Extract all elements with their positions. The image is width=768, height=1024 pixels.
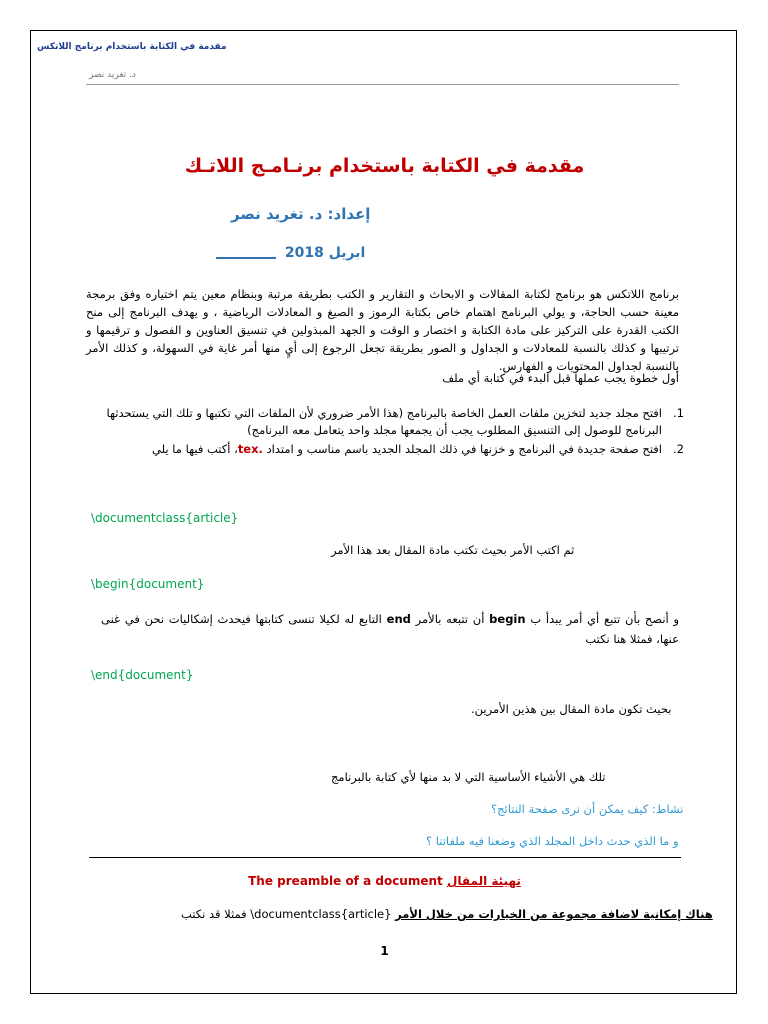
advice-text-1: و أنصح بأن تتبع أي أمر يبدأ ب bbox=[530, 612, 680, 626]
first-step-heading: أول خطوة يجب عملها قبل البدء في كتابة أي ملف bbox=[442, 371, 679, 385]
list-item-text: افتح صفحة جديدة في البرنامج و خزنها في ذلك المجلد الجديد باسم مناسب و امتداد bbox=[266, 442, 662, 456]
keyword-end: end bbox=[386, 612, 411, 626]
list-item-text: افتح مجلد جديد لتخزين ملفات العمل الخاصة بالبرنامج (هذا الأمر ضروري لأن الملفات التي تكتبها و تلك التي يستحدثها البرنامج للوصول إلى التنسيق المطلوب يجب أن يجمعها مجلد واحد يتعامل معه البرنامج) bbox=[106, 406, 662, 437]
options-command: \documentclass{article} bbox=[250, 907, 392, 921]
document-title: مقدمة في الكتابة باستخدام برنـامـج اللاتـك bbox=[184, 155, 585, 177]
date-line bbox=[216, 245, 365, 261]
options-line bbox=[181, 907, 713, 921]
preamble-english: The preamble of a document bbox=[248, 874, 443, 888]
steps-list bbox=[106, 405, 684, 460]
activity-question-1: نشاط: كيف يمكن أن نرى صفحة النتائج؟ bbox=[491, 802, 684, 816]
options-bold-text: هناك إمكانية لاضافة مجموعة من الخيارات من خلال الأمر bbox=[395, 907, 713, 921]
advice-text-2: أن تتبعه بالأمر bbox=[415, 612, 485, 626]
options-rest: فمثلا قد نكتب bbox=[181, 907, 247, 921]
code-begin-document: \begin{document} bbox=[91, 577, 205, 591]
list-item bbox=[106, 405, 684, 439]
date-underline bbox=[216, 257, 276, 259]
page-number: 1 bbox=[380, 944, 389, 958]
tex-extension: .tex bbox=[237, 442, 263, 456]
code-documentclass: \documentclass{article} bbox=[91, 511, 239, 525]
intro-paragraph: برنامج اللاتكس هو برنامج لكتابة المقالات و الابحاث و التقارير و الكتب بطريقة مرتبة وبنظام معين يتم اختياره وفق برمجة معينة حسب الحاجة، و يولي البرنامج اهتمام خاص بكتابة الرموز و الصيغ و المعادلات الرياضية ، و يهدف البرنامج إلى منح الكتب القدرة على التركيز على مادة الكتابة و اختصار و الوقت و الجهد المبذولين في تنسيق العناوين و الفصول و ترقيمها و ترتيبها و كذلك بالنسبة للمعادلات و الجداول و الصور بطريقة تجعل الرجوع إلى أيٍ منها أمر غاية في السهولة، و كذلك الأمر بالنسبة لجداول المحتويات و الفهارس. bbox=[86, 287, 679, 373]
author-line: إعداد: د. تغريد نصر bbox=[231, 205, 371, 223]
list-item-text-end: ، أكتب فيها ما يلي bbox=[152, 442, 238, 456]
running-header-title: مقدمة في الكتابة باستخدام برنامج اللاتكس bbox=[37, 42, 227, 52]
document-page bbox=[30, 30, 737, 994]
list-number: 1. bbox=[673, 406, 684, 420]
between-text: بحيث تكون مادة المقال بين هذين الأمرين. bbox=[471, 702, 672, 716]
header-divider bbox=[86, 84, 679, 85]
date-year: 2018 bbox=[284, 245, 324, 261]
date-month: ابريل bbox=[328, 245, 366, 261]
activity-question-2: و ما الذي حدث داخل المجلد الذي وضعنا فيه ملفاتنا ؟ bbox=[426, 834, 679, 848]
keyword-begin: begin bbox=[489, 612, 526, 626]
preamble-arabic: تهيئة المقال bbox=[446, 874, 521, 888]
advice-text-3: التابع له لكيلا تنسى كتابتها فيحدث إشكاليات نحن في غنى عنها، فمثلا هنا نكتب bbox=[101, 612, 679, 646]
code-end-document: \end{document} bbox=[91, 668, 194, 682]
section-divider bbox=[89, 857, 681, 858]
advice-paragraph bbox=[101, 609, 679, 649]
list-number: 2. bbox=[673, 442, 684, 456]
running-header-author: د. تغريد نصر bbox=[89, 70, 136, 80]
list-item bbox=[106, 441, 684, 458]
preamble-heading bbox=[31, 874, 738, 888]
after-docclass-text: ثم اكتب الأمر بحيث تكتب مادة المقال بعد هذا الأمر bbox=[331, 543, 575, 557]
essentials-text: تلك هي الأشياء الأساسية التي لا بد منها لأي كتابة بالبرنامج bbox=[331, 770, 606, 784]
